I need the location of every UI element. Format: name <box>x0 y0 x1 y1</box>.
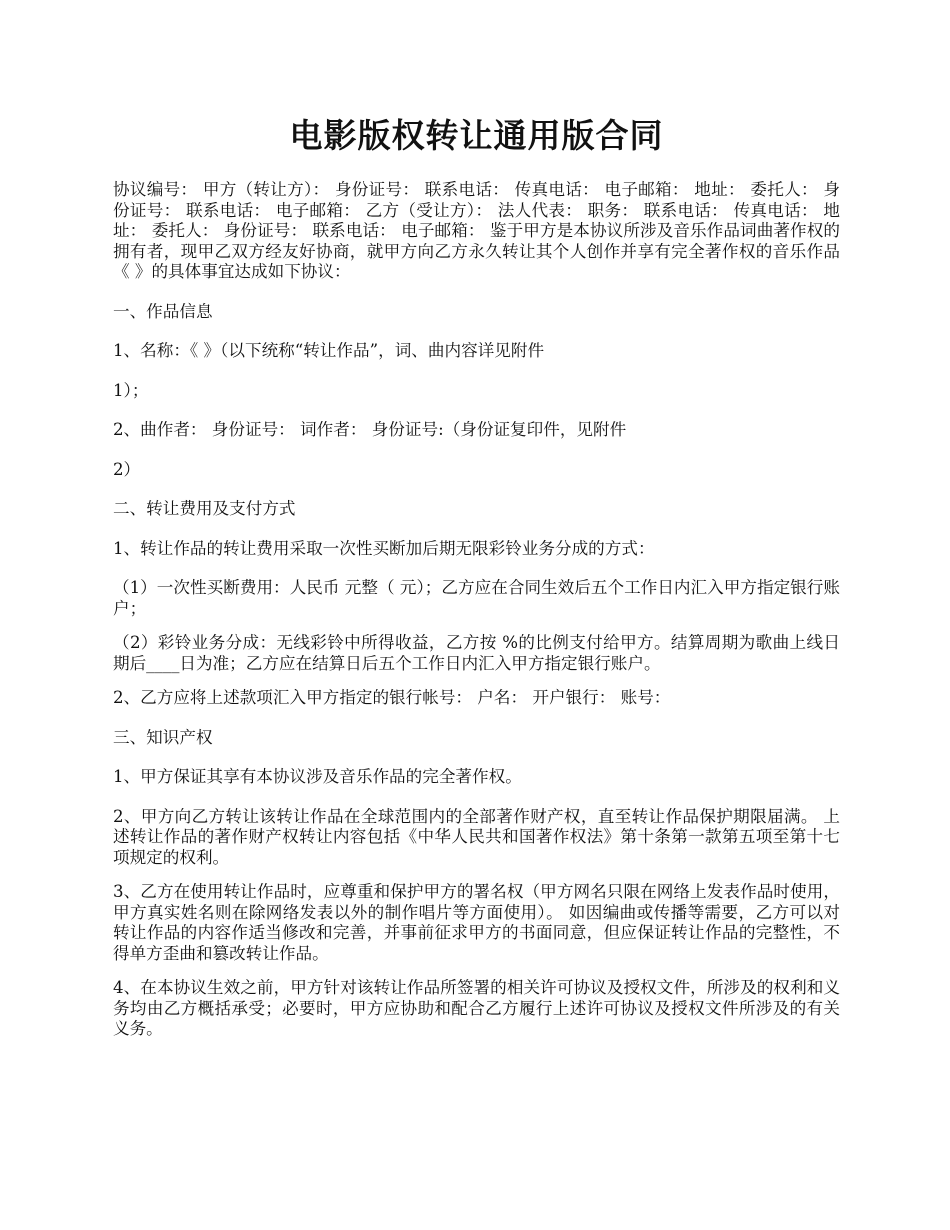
section-heading-ip: 三、知识产权 <box>113 727 213 747</box>
clause-work-name-continued: 1）； <box>113 380 149 400</box>
clause-authors-continued: 2） <box>113 459 141 479</box>
clause-attribution: 3、乙方在使用转让作品时，应尊重和保护甲方的署名权（甲方网名只限在网络上发表作品时使用，甲方真实姓名则在除网络发表以外的制作唱片等方面使用）。 如因编曲或传播等需要，乙方可以对转让作品的内容作适当修改和完善，并事前征求甲方的书面同意，但应保证转让作品的完整性，不得单方歪曲和篡改转让作品。 <box>113 882 840 963</box>
clause-bank-account: 2、乙方应将上述款项汇入甲方指定的银行帐号： 户名： 开户银行： 账号： <box>113 688 671 707</box>
clause-authors: 2、曲作者： 身份证号： 词作者： 身份证号:（身份证复印件，见附件 <box>113 420 627 439</box>
clause-ip-warranty: 1、甲方保证其享有本协议涉及音乐作品的完全著作权。 <box>113 767 522 786</box>
clause-ip-transfer: 2、甲方向乙方转让该转让作品在全球范围内的全部著作财产权，直至转让作品保护期限届满。 上述转让作品的著作财产权转让内容包括《中华人民共和国著作权法》第十条第一款第五项至第十七项规定的权利。 <box>113 806 840 867</box>
clause-prior-licenses: 4、在本协议生效之前，甲方针对该转让作品所签署的相关许可协议及授权文件，所涉及的权利和义务均由乙方概括承受；必要时，甲方应协助和配合乙方履行上述许可协议及授权文件所涉及的有关义务。 <box>113 978 840 1038</box>
clause-fee-method: 1、转让作品的转让费用采取一次性买断加后期无限彩铃业务分成的方式： <box>113 538 655 558</box>
clause-buyout-fee: （1）一次性买断费用：人民币 元整（ 元）；乙方应在合同生效后五个工作日内汇入甲方指定银行账户； <box>113 578 840 618</box>
clause-ringtone-share: （2）彩铃业务分成：无线彩铃中所得收益，乙方按 %的比例支付给甲方。结算周期为歌曲上线日期后____日为准；乙方应在结算日后五个工作日内汇入甲方指定银行账户。 <box>113 633 840 673</box>
document-title: 电影版权转让通用版合同 <box>289 116 664 155</box>
document-body <box>113 180 840 1054</box>
clause-work-name: 1、名称：《 》（以下统称“转让作品”，词、曲内容详见附件 <box>113 341 545 360</box>
preamble-paragraph: 协议编号： 甲方（转让方）： 身份证号： 联系电话： 传真电话： 电子邮箱： 地址： 委托人： 身份证号： 联系电话： 电子邮箱： 乙方（受让方）： 法人代表： 职务： 联系电话： 传真电话： 地址： 委托人： 身份证号： 联系电话： 电子邮箱： 鉴于甲方是本协议所涉及音乐作品词曲著作权的拥有者，现甲乙双方经友好协商，就甲方向乙方永久转让其个人创作并享有完全著作权的音乐作品《 》的具体事宜达成如下协议： <box>113 180 840 281</box>
section-heading-fees: 二、转让费用及支付方式 <box>113 499 296 518</box>
section-heading-work-info: 一、作品信息 <box>113 301 213 321</box>
